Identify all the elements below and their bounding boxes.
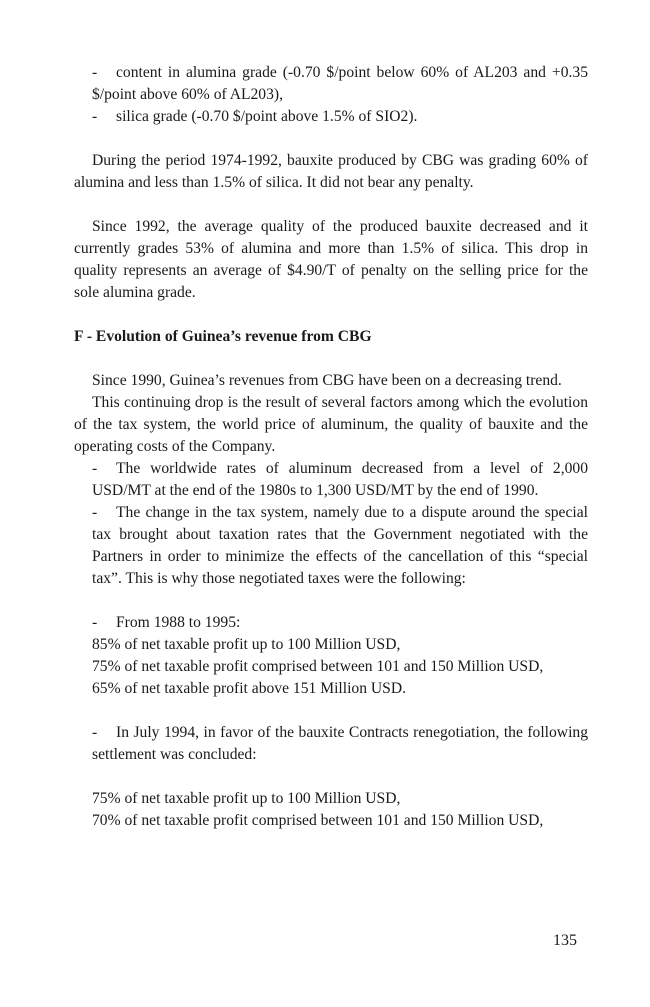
list-item: 75% of net taxable profit up to 100 Million USD,: [92, 790, 401, 807]
paragraph-factors: This continuing drop is the result of several factors among which the evolution of the tax system, the world price of aluminum, the quality of bauxite and the operating costs of the Company.: [74, 394, 588, 455]
paragraph-1974-1992: During the period 1974-1992, bauxite produced by CBG was grading 60% of alumina and less than 1.5% of silica. It did not bear any penalty.: [74, 152, 588, 191]
bullet-1988-1995: - From 1988 to 1995:: [92, 614, 241, 631]
page-number: 135: [553, 932, 577, 949]
paragraph-since-1990: Since 1990, Guinea’s revenues from CBG have been on a decreasing trend.: [92, 372, 562, 389]
list-item: 70% of net taxable profit comprised between 101 and 150 Million USD,: [92, 812, 544, 829]
bullet-alumina-grade: - content in alumina grade (-0.70 $/point below 60% of AL203 and +0.35 $/point above 60% of AL203),: [92, 64, 588, 103]
list-item: 85% of net taxable profit up to 100 Million USD,: [92, 636, 401, 653]
list-item: 75% of net taxable profit comprised between 101 and 150 Million USD,: [92, 658, 544, 675]
bullet-july-1994: - In July 1994, in favor of the bauxite Contracts renegotiation, the following settlement was concluded:: [92, 724, 588, 763]
page-body: [74, 62, 588, 832]
section-heading: F - Evolution of Guinea’s revenue from CBG: [74, 328, 372, 345]
bullet-tax-system: - The change in the tax system, namely due to a dispute around the special tax brought about taxation rates that the Government negotiated with the Partners in order to minimize the effects of the cancellation of this “special tax”. This is why those negotiated taxes were the following:: [92, 504, 588, 587]
list-item: 65% of net taxable profit above 151 Million USD.: [92, 680, 406, 697]
bullet-aluminum-rates: - The worldwide rates of aluminum decreased from a level of 2,000 USD/MT at the end of the 1980s to 1,300 USD/MT by the end of 1990.: [92, 460, 588, 499]
paragraph-since-1992: Since 1992, the average quality of the produced bauxite decreased and it currently grades 53% of alumina and more than 1.5% of silica. This drop in quality represents an average of $4.90/T of penalty on the selling price for the sole alumina grade.: [74, 218, 588, 301]
bullet-silica-grade: - silica grade (-0.70 $/point above 1.5% of SIO2).: [92, 108, 418, 125]
